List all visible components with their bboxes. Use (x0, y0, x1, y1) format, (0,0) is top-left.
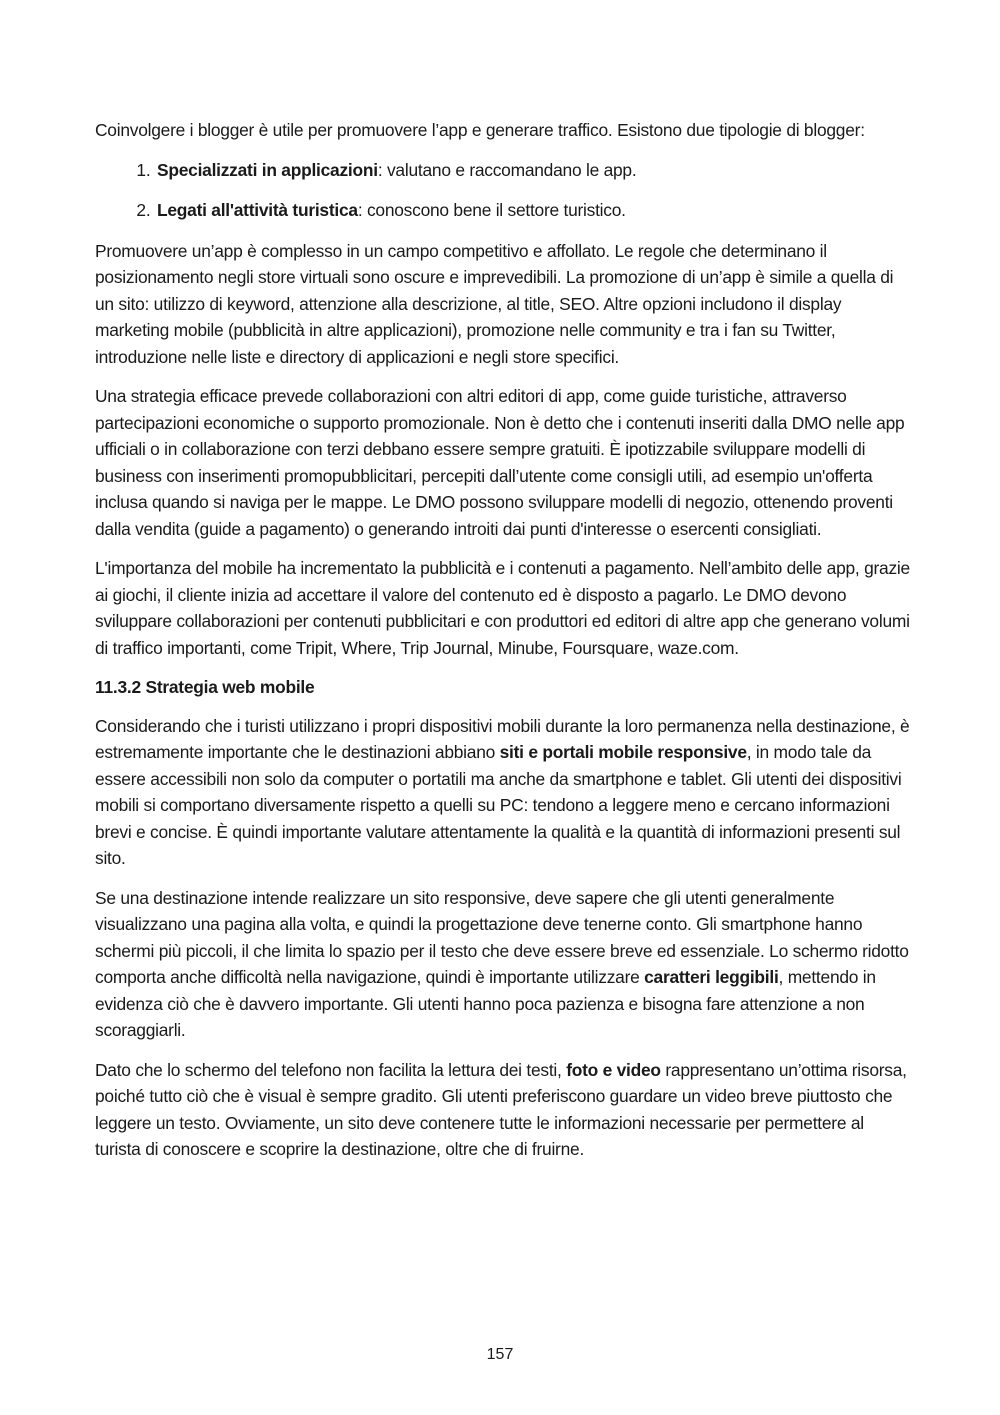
paragraph-media (95, 1057, 910, 1163)
text-run: , mettendo in evidenza ciò che è davvero importante. Gli utenti hanno poca pazienza e bisogna fare attenzione a non scoraggiarli. (95, 967, 876, 1040)
paragraph-app-promotion: Promuovere un’app è complesso in un campo competitivo e affollato. Le regole che determinano il posizionamento negli store virtuali sono oscure e imprevedibili. La promozione di un’app è simile a quella di un sito: utilizzo di keyword, attenzione alla descrizione, al title, SEO. Altre opzioni includono il display marketing mobile (pubblicità in altre applicazioni), promozione nelle community e tra i fan su Twitter, introduzione nelle liste e directory di applicazioni e negli store specifici. (95, 240, 894, 367)
bold-run: siti e portali mobile responsive (499, 742, 747, 762)
section-heading: 11.3.2 Strategia web mobile (95, 677, 315, 697)
page-number: 157 (486, 1346, 514, 1363)
list-item-term: Legati all'attività turistica (157, 200, 358, 220)
list-item-term: Specializzati in applicazioni (157, 159, 378, 180)
blogger-types-list (95, 157, 910, 224)
text-run: rappresentano un’ottima risorsa, poiché tutto ciò che è visual è sempre gradito. Gli utenti preferiscono guardare un video breve piuttosto che leggere un testo. Ovviamente, un sito deve contenere tutte le informazioni necessarie per permettere al turista di conoscere e scoprire la destinazione, oltre che di fruirne. (95, 1059, 907, 1159)
paragraph-responsive (95, 713, 910, 872)
page-body (95, 117, 910, 1176)
text-run: , in modo tale da essere accessibili non solo da computer o portatili ma anche da smartphone e tablet. Gli utenti dei dispositivi mobili si comportano diversamente rispetto a quelli su PC: tendono a leggere meno e cercano informazioni brevi e concise. È quindi importante valutare attentamente la qualità e la quantità di informazioni presenti sul sito. (95, 742, 902, 868)
text-run: Se una destinazione intende realizzare un sito responsive, deve sapere che gli utenti generalmente visualizzano una pagina alla volta, e quindi la progettazione deve tenerne conto. Gli smartphone hanno schermi più piccoli, il che limita lo spazio per il testo che deve essere breve ed essenziale. Lo schermo ridotto comporta anche difficoltà nella navigazione, quindi è importante utilizzare (95, 887, 909, 987)
bold-run: caratteri leggibili (644, 967, 779, 987)
list-item-desc: : valutano e raccomandano le app. (377, 159, 637, 180)
paragraph-bloggers: Coinvolgere i blogger è utile per promuovere l’app e generare traffico. Esistono due tipologie di blogger: (95, 120, 865, 140)
text-run: Dato che lo schermo del telefono non facilita la lettura dei testi, (95, 1059, 567, 1080)
bold-run: foto e video (566, 1059, 661, 1080)
list-item-desc: : conoscono bene il settore turistico. (357, 200, 626, 220)
paragraph-readable (95, 885, 910, 1044)
list-item (155, 157, 910, 184)
list-item (155, 197, 910, 224)
paragraph-strategy: Una strategia efficace prevede collaborazioni con altri editori di app, come guide turistiche, attraverso partecipazioni economiche o supporto promozionale. Non è detto che i contenuti inseriti dalla DMO nelle app ufficiali o in collaborazione con terzi debbano essere sempre gratuiti. È ipotizzabile sviluppare modelli di business con inserimenti promopubblicitari, percepiti dall’utente come consigli utili, ad esempio un'offerta inclusa quando si naviga per le mappe. Le DMO possono sviluppare modelli di negozio, ottenendo proventi dalla vendita (guide a pagamento) o generando introiti dai punti d'interesse o esercenti consigliati. (95, 386, 905, 539)
paragraph-mobile-importance: L'importanza del mobile ha incrementato la pubblicità e i contenuti a pagamento. Nell’ambito delle app, grazie ai giochi, il cliente inizia ad accettare il valore del contenuto ed è disposto a pagarlo. Le DMO devono sviluppare collaborazioni per contenuti pubblicitari e con produttori ed editori di altre app che generano volumi di traffico importanti, come Tripit, Where, Trip Journal, Minube, Foursquare, waze.com. (95, 558, 910, 658)
text-run: Considerando che i turisti utilizzano i propri dispositivi mobili durante la loro permanenza nella destinazione, è estremamente importante che le destinazioni abbiano (95, 715, 910, 762)
